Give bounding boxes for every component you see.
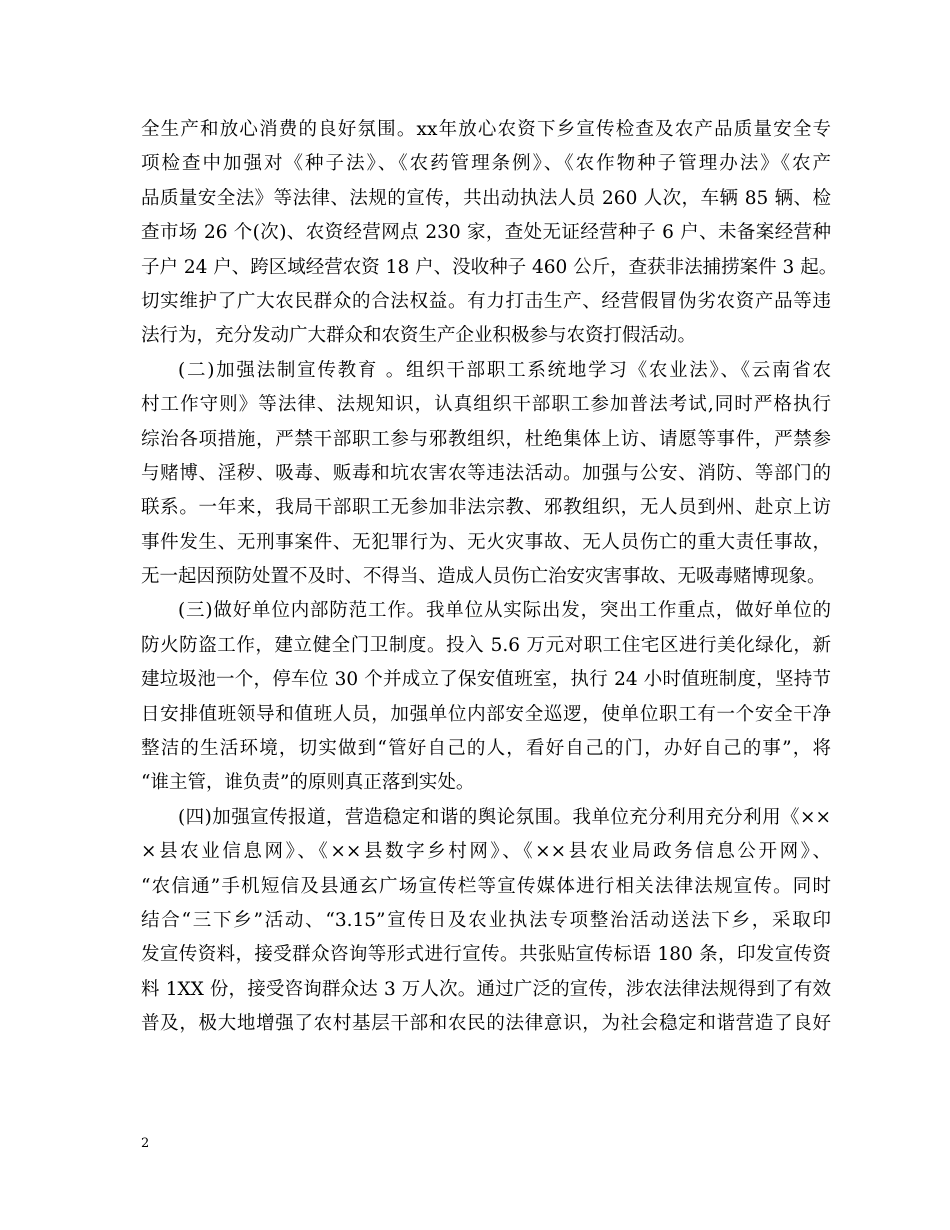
- text-line: 防火防盗工作，建立健全门卫制度。投入 5.6 万元对职工住宅区进行美化绿化，新: [141, 634, 831, 656]
- text-line: 切实维护了广大农民群众的合法权益。有力打击生产、经营假冒伪劣农资产品等违: [141, 290, 831, 312]
- paragraph-heading-line: (三)做好单位内部防范工作。我单位从实际出发，突出工作重点，做好单位的: [178, 600, 831, 622]
- text-line: 发宣传资料，接受群众咨询等形式进行宣传。共张贴宣传标语 180 条，印发宣传资: [141, 944, 831, 966]
- paragraph-heading-line: (四)加强宣传报道，营造稳定和谐的舆论氛围。我单位充分利用充分利用《××: [178, 806, 831, 828]
- text-line: 整洁的生活环境，切实做到“管好自己的人，看好自己的门，办好自己的事”，将: [141, 738, 831, 760]
- text-line: 村工作守则》等法律、法规知识，认真组织干部职工参加普法考试,同时严格执行: [141, 394, 831, 416]
- text-line: 查市场 26 个(次)、农资经营网点 230 家，查处无证经营种子 6 户、未备案经营种: [141, 222, 831, 244]
- text-line: “农信通”手机短信及县通玄广场宣传栏等宣传媒体进行相关法律法规宣传。同时: [141, 875, 831, 897]
- paragraph-heading-line: (二)加强法制宣传教育 。组织干部职工系统地学习《农业法》、《云南省农: [178, 359, 831, 381]
- text-line: 建垃圾池一个，停车位 30 个并成立了保安值班室，执行 24 小时值班制度，坚持节: [141, 669, 831, 691]
- text-line: 联系。一年来，我局干部职工无参加非法宗教、邪教组织，无人员到州、赴京上访: [141, 497, 831, 519]
- text-line: 无一起因预防处置不及时、不得当、造成人员伤亡治安灾害事故、无吸毒赌博现象。: [141, 566, 826, 588]
- text-line: 日安排值班领导和值班人员，加强单位内部安全巡逻，使单位职工有一个安全干净: [141, 703, 831, 725]
- text-line: ×县农业信息网》、《××县数字乡村网》、《××县农业局政务信息公开网》、: [141, 841, 831, 863]
- text-line: 法行为，充分发动广大群众和农资生产企业积极参与农资打假活动。: [141, 325, 697, 347]
- text-line: 普及，极大地增强了农村基层干部和农民的法律意识，为社会稳定和谐营造了良好: [141, 1013, 831, 1035]
- text-line: 项检查中加强对《种子法》、《农药管理条例》、《农作物种子管理办法》《农产: [141, 153, 831, 175]
- text-line: 全生产和放心消费的良好氛围。xx年放心农资下乡宣传检查及农产品质量安全专: [141, 119, 831, 140]
- text-line: 与赌博、淫秽、吸毒、贩毒和坑农害农等违法活动。加强与公安、消防、等部门的: [141, 462, 831, 484]
- text-line: 综治各项措施，严禁干部职工参与邪教组织，杜绝集体上访、请愿等事件，严禁参: [141, 428, 831, 450]
- text-line: 子户 24 户、跨区域经营农资 18 户、没收种子 460 公斤，查获非法捕捞案件 3 起。: [141, 256, 838, 278]
- text-line: 品质量安全法》等法律、法规的宣传，共出动执法人员 260 人次，车辆 85 辆、检: [141, 187, 831, 209]
- text-line: “谁主管，谁负责”的原则真正落到实处。: [141, 772, 475, 794]
- text-line: 事件发生、无刑事案件、无犯罪行为、无火灾事故、无人员伤亡的重大责任事故，: [141, 531, 831, 553]
- text-line: 料 1XX 份，接受咨询群众达 3 万人次。通过广泛的宣传，涉农法律法规得到了有效: [141, 978, 831, 1000]
- text-line: 结合“三下乡”活动、“3.15”宣传日及农业执法专项整治活动送法下乡，采取印: [141, 909, 831, 931]
- page-number: 2: [141, 1136, 150, 1151]
- document-body: [141, 113, 838, 1042]
